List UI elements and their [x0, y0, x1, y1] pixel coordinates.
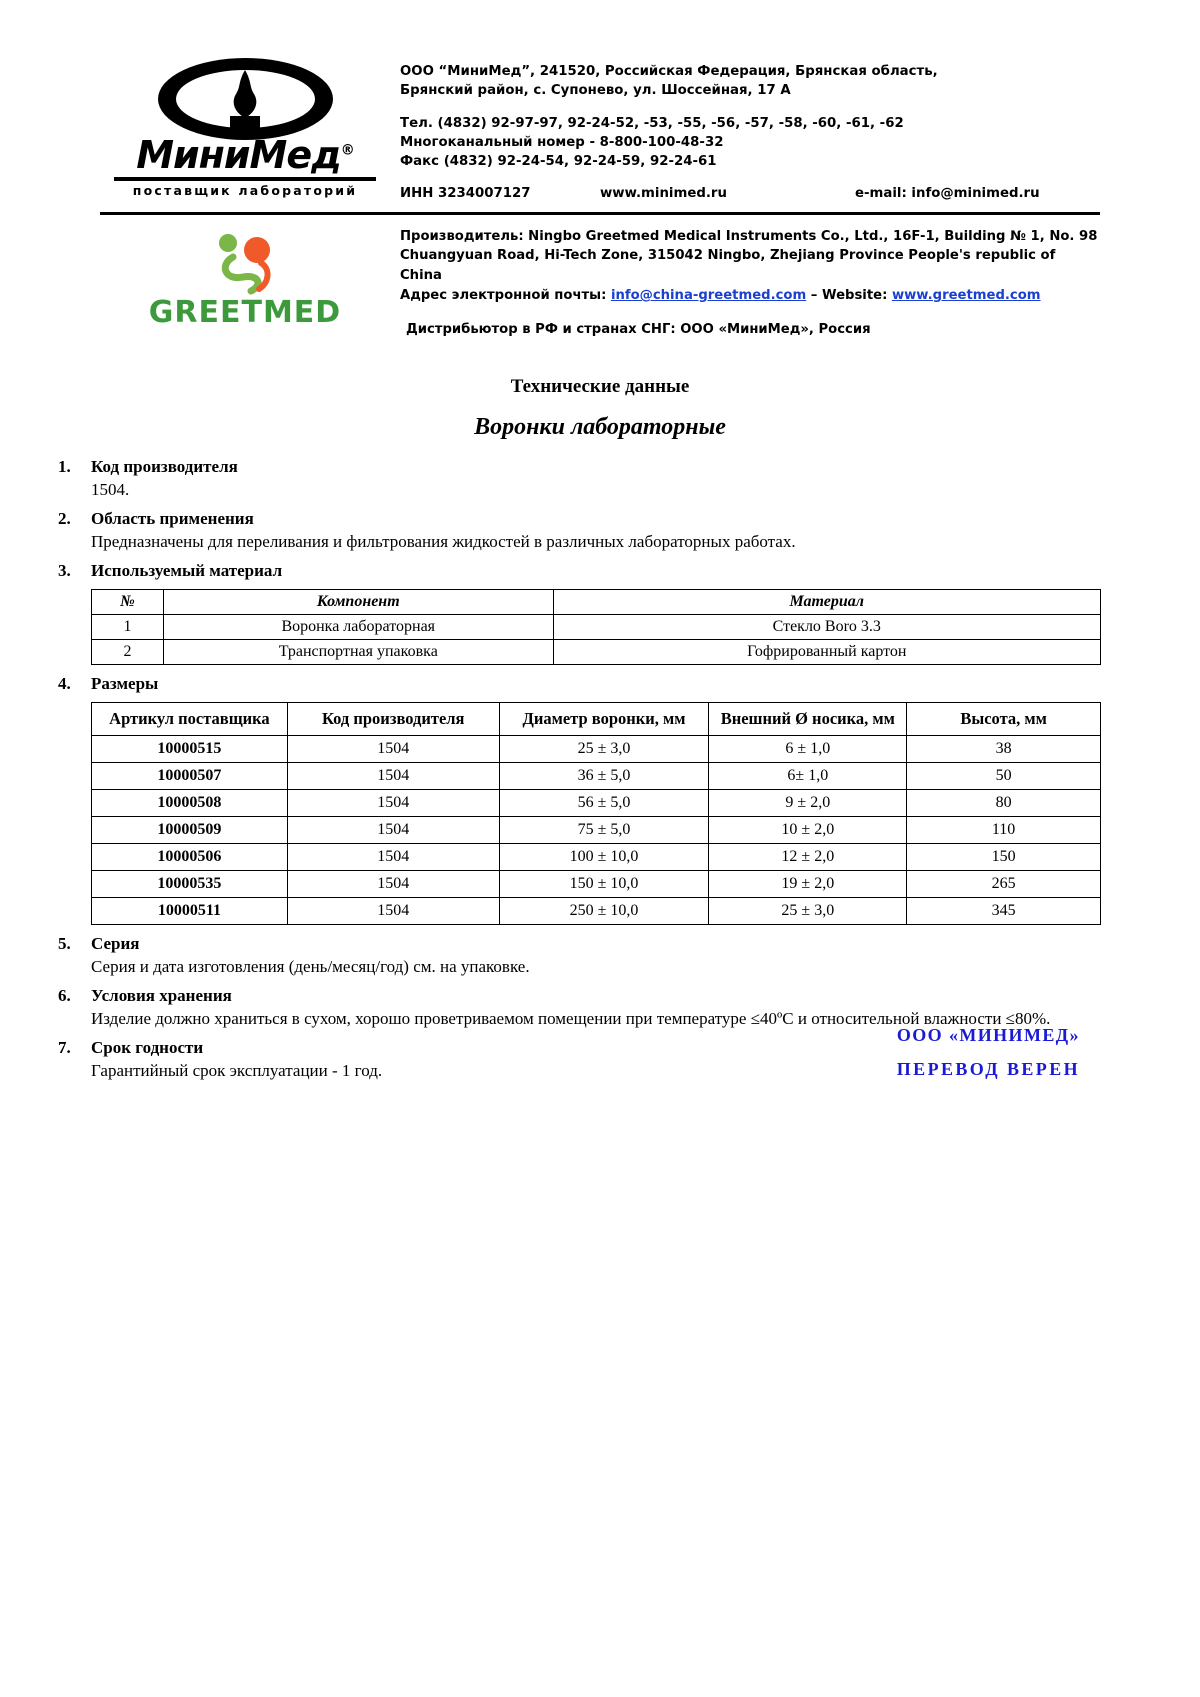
section-2-heading	[55, 509, 1145, 529]
table-row	[92, 897, 1101, 924]
section-2-title: Область применения	[91, 508, 254, 528]
section-5-heading	[55, 934, 1145, 954]
greetmed-logo	[100, 227, 390, 330]
column-header-1: Артикул поставщика	[92, 702, 288, 735]
table-cell: 75 ± 5,0	[499, 816, 709, 843]
table-cell: 150	[907, 843, 1101, 870]
table-row	[92, 843, 1101, 870]
letterhead	[0, 0, 1200, 204]
contact-details	[390, 50, 1100, 204]
sizes-table	[91, 702, 1101, 925]
table-cell: 10000508	[92, 789, 288, 816]
section-5-title: Серия	[91, 933, 140, 953]
manufacturer-block	[0, 215, 1200, 340]
section-6-body: Изделие должно храниться в сухом, хорошо проветриваемом помещении при температуре ≤40ºС и относительной влажности ≤80%.	[91, 1008, 1051, 1028]
manufacturer-email-link[interactable]: info@china-greetmed.com	[610, 287, 807, 303]
minimed-logo	[100, 50, 390, 198]
table-cell: 9 ± 2,0	[709, 789, 907, 816]
manufacturer-contact-line	[400, 286, 1100, 306]
email-link[interactable]: e-mail: info@minimed.ru	[855, 186, 1040, 202]
website-label: – Website:	[806, 287, 892, 303]
table-cell: 1504	[287, 870, 499, 897]
document-content	[0, 340, 1200, 1081]
address-line-1: ООО “МиниМед”, 241520, Российская Федерация, Брянская область,	[400, 64, 938, 79]
email-label: Адрес электронной почты:	[400, 287, 611, 303]
table-cell: 1504	[287, 762, 499, 789]
table-cell: 265	[907, 870, 1101, 897]
stamp-line-1: ООО «МИНИМЕД»	[896, 1025, 1080, 1045]
section-7-number: 7.	[58, 1037, 71, 1057]
manufacturer-details	[390, 227, 1100, 340]
column-header-5: Высота, мм	[907, 702, 1101, 735]
table-cell: 25 ± 3,0	[499, 735, 709, 762]
table-cell: 250 ± 10,0	[499, 897, 709, 924]
table-cell: 100 ± 10,0	[499, 843, 709, 870]
identifiers-row	[400, 184, 1100, 203]
section-1-title: Код производителя	[91, 456, 238, 476]
section-3-heading	[55, 561, 1145, 581]
section-3-title: Используемый материал	[91, 560, 283, 580]
table-row	[92, 816, 1101, 843]
table-cell: 10000509	[92, 816, 288, 843]
table-cell: 80	[907, 789, 1101, 816]
document-subtitle: Технические данные	[510, 375, 690, 397]
stamp-line-2: ПЕРЕВОД ВЕРЕН	[896, 1059, 1080, 1080]
page-title: Воронки лабораторные	[474, 413, 726, 440]
table-row	[92, 735, 1101, 762]
table-cell: 10000506	[92, 843, 288, 870]
table-row	[92, 789, 1101, 816]
manufacturer-website-link[interactable]: www.greetmed.com	[891, 287, 1041, 303]
section-6-title: Условия хранения	[91, 985, 232, 1005]
table-cell: 345	[907, 897, 1101, 924]
table-row	[92, 870, 1101, 897]
table-cell: 1504	[287, 897, 499, 924]
table-cell: 1504	[287, 789, 499, 816]
section-2-body: Предназначены для переливания и фильтрования жидкостей в различных лабораторных работах.	[91, 531, 796, 551]
table-row	[92, 639, 1101, 664]
greetmed-wordmark: GREETMED	[148, 294, 342, 330]
section-5-number: 5.	[58, 933, 71, 953]
table-cell: 1504	[287, 816, 499, 843]
table-cell: 110	[907, 816, 1101, 843]
table-cell: 19 ± 2,0	[709, 870, 907, 897]
table-cell: 6 ± 1,0	[709, 735, 907, 762]
minimed-wordmark	[136, 133, 354, 177]
table-cell: Гофрированный картон	[553, 639, 1100, 664]
column-header-1: №	[92, 589, 164, 614]
greetmed-emblem-icon	[185, 229, 305, 297]
section-1-number: 1.	[58, 456, 71, 476]
table-cell: 2	[92, 639, 164, 664]
minimed-tagline: поставщик лабораторий	[132, 182, 358, 198]
column-header-3: Материал	[553, 589, 1100, 614]
section-3-number: 3.	[58, 560, 71, 580]
table-row	[92, 614, 1101, 639]
table-cell: Стекло Boro 3.3	[553, 614, 1100, 639]
section-4-heading	[55, 674, 1145, 694]
phone-line: Тел. (4832) 92-97-97, 92-24-52, -53, -55, -56, -57, -58, -60, -61, -62	[400, 115, 904, 131]
section-4-title: Размеры	[91, 673, 159, 693]
minimed-emblem-icon	[158, 58, 333, 140]
table-cell: 56 ± 5,0	[499, 789, 709, 816]
column-header-3: Диаметр воронки, мм	[499, 702, 709, 735]
table-cell: 10000507	[92, 762, 288, 789]
table-cell: 10000535	[92, 870, 288, 897]
inn-value: ИНН 3234007127	[400, 186, 531, 202]
table-cell: 50	[907, 762, 1101, 789]
table-cell: 1	[92, 614, 164, 639]
section-6-heading	[55, 986, 1145, 1006]
column-header-2: Код производителя	[287, 702, 499, 735]
column-header-2: Компонент	[163, 589, 553, 614]
address-line-2: Брянский район, с. Супонево, ул. Шоссейная, 17 А	[400, 83, 791, 99]
section-1-heading	[55, 457, 1145, 477]
logo-divider	[114, 177, 376, 181]
manufacturer-line-1: Производитель: Ningbo Greetmed Medical Instruments Co., Ltd., 16F-1, Building № 1, No. 98	[400, 228, 1098, 244]
table-header-row	[92, 589, 1101, 614]
table-cell: 12 ± 2,0	[709, 843, 907, 870]
section-1-body: 1504.	[91, 479, 130, 499]
table-cell: 10000515	[92, 735, 288, 762]
translation-certified-stamp	[897, 1018, 1080, 1086]
section-7-body: Гарантийный срок эксплуатации - 1 год.	[91, 1060, 383, 1080]
table-cell: 36 ± 5,0	[499, 762, 709, 789]
table-cell: Воронка лабораторная	[163, 614, 553, 639]
materials-table	[91, 589, 1101, 665]
table-cell: 1504	[287, 735, 499, 762]
fax-line: Факс (4832) 92-24-54, 92-24-59, 92-24-61	[400, 154, 717, 170]
table-cell: 150 ± 10,0	[499, 870, 709, 897]
table-header-row	[92, 702, 1101, 735]
section-7-title: Срок годности	[91, 1037, 204, 1057]
table-cell: Транспортная упаковка	[163, 639, 553, 664]
table-cell: 10 ± 2,0	[709, 816, 907, 843]
distributor-line: Дистрибьютор в РФ и странах СНГ: ООО «МиниМед», Россия	[406, 321, 871, 337]
greetmed-mark-svg	[185, 229, 305, 297]
table-row	[92, 762, 1101, 789]
registered-mark: ®	[340, 142, 354, 159]
column-header-4: Внешний Ø носика, мм	[709, 702, 907, 735]
section-5-body: Серия и дата изготовления (день/месяц/год) см. на упаковке.	[91, 956, 530, 976]
table-cell: 25 ± 3,0	[709, 897, 907, 924]
section-6-number: 6.	[58, 985, 71, 1005]
section-2-number: 2.	[58, 508, 71, 528]
table-cell: 1504	[287, 843, 499, 870]
table-cell: 38	[907, 735, 1101, 762]
website-link[interactable]: www.minimed.ru	[600, 186, 727, 202]
phone-group	[400, 114, 1100, 172]
manufacturer-line-2: Chuangyuan Road, Hi-Tech Zone, 315042 Ningbo, Zhejiang Province People's republic of China	[400, 248, 1056, 284]
minimed-wordmark-text: МиниМед	[136, 133, 341, 177]
multichannel-line: Многоканальный номер - 8-800-100-48-32	[400, 134, 724, 150]
table-cell: 6± 1,0	[709, 762, 907, 789]
section-4-number: 4.	[58, 673, 71, 693]
address-group	[400, 62, 1100, 101]
table-cell: 10000511	[92, 897, 288, 924]
flame-icon	[218, 68, 272, 130]
